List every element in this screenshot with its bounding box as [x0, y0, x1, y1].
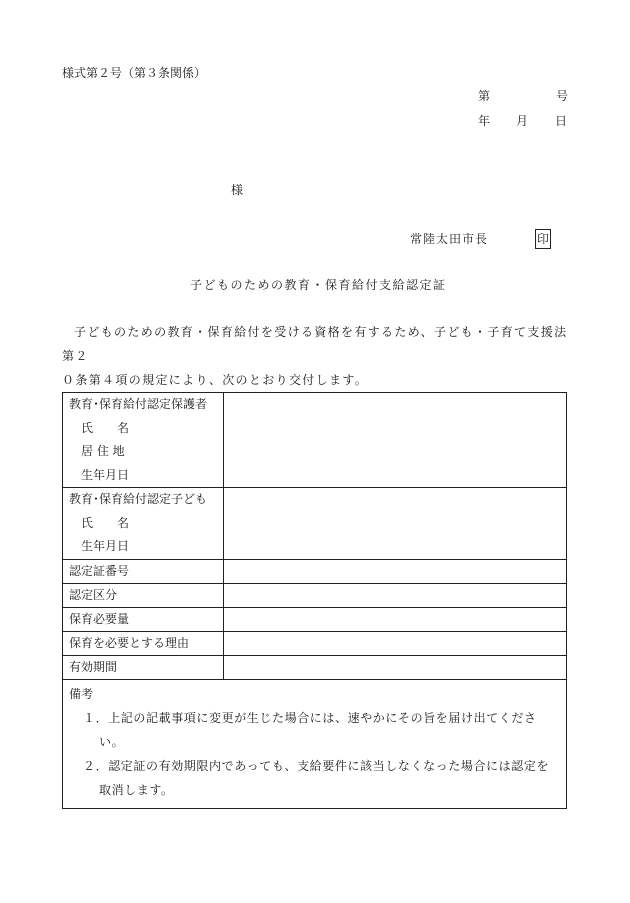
category-label: 認定区分: [69, 587, 118, 602]
care-amount-row: [63, 607, 567, 631]
cert-number-row: [63, 559, 567, 583]
remarks-cell: [63, 679, 567, 808]
remarks-item-1: １．上記の記載事項に変更が生じた場合には、速やかにその旨を届け出てください。: [83, 710, 537, 749]
category-row: [63, 583, 567, 607]
validity-row: [63, 655, 567, 679]
child-value-cell[interactable]: [224, 488, 567, 560]
cert-number-value-cell[interactable]: [224, 559, 567, 583]
child-heading: 教育･保育給付認定子ども: [69, 492, 208, 506]
remarks-row: [63, 679, 567, 808]
category-value-cell[interactable]: [224, 583, 567, 607]
child-name-label: 氏 名: [81, 515, 130, 530]
date-month: 月: [516, 114, 529, 128]
guardian-label-cell: [63, 393, 224, 488]
care-amount-value-cell[interactable]: [224, 607, 567, 631]
addressee-honorific: 様: [231, 183, 244, 197]
form-number: 様式第２号（第３条関係）: [62, 66, 207, 80]
care-amount-label-cell: [63, 607, 224, 631]
remarks-heading: 備考: [69, 686, 94, 701]
reason-value-cell[interactable]: [224, 631, 567, 655]
issue-number-prefix: 第: [478, 89, 491, 103]
seal-mark: 印: [535, 229, 551, 249]
cert-number-label-cell: [63, 559, 224, 583]
validity-label: 有効期間: [69, 659, 118, 674]
reason-label: 保育を必要とする理由: [69, 635, 190, 650]
remarks-item-2: ２．認定証の有効期限内であっても、支給要件に該当しなくなった場合には認定を取消します。: [83, 758, 550, 797]
guardian-row: [63, 393, 567, 488]
issue-number-suffix: 号: [556, 89, 569, 103]
guardian-address-label: 居 住 地: [81, 444, 125, 458]
certificate-table: [62, 392, 567, 809]
date-year: 年: [478, 114, 491, 128]
guardian-birthdate-label: 生年月日: [81, 467, 130, 482]
guardian-heading: 教育･保育給付認定保護者: [69, 397, 208, 411]
issuer-name: 常陸太田市長: [410, 232, 489, 246]
intro-line-2: ０条第４項の規定により、次のとおり交付します。: [62, 373, 369, 387]
cert-number-label: 認定証番号: [69, 563, 130, 578]
reason-label-cell: [63, 631, 224, 655]
date-day: 日: [555, 114, 568, 128]
guardian-name-label: 氏 名: [81, 420, 130, 435]
child-label-cell: [63, 488, 224, 560]
validity-label-cell: [63, 655, 224, 679]
child-birthdate-label: 生年月日: [81, 539, 130, 553]
intro-paragraph: [62, 320, 576, 392]
guardian-value-cell[interactable]: [224, 393, 567, 488]
category-label-cell: [63, 583, 224, 607]
document-title: 子どものための教育・保育給付支給認定証: [190, 278, 447, 292]
child-row: [63, 488, 567, 560]
care-amount-label: 保育必要量: [69, 611, 130, 626]
intro-line-1: 子どものための教育・保育給付を受ける資格を有するため、子ども・子育て支援法第２: [62, 325, 568, 363]
validity-value-cell[interactable]: [224, 655, 567, 679]
reason-row: [63, 631, 567, 655]
